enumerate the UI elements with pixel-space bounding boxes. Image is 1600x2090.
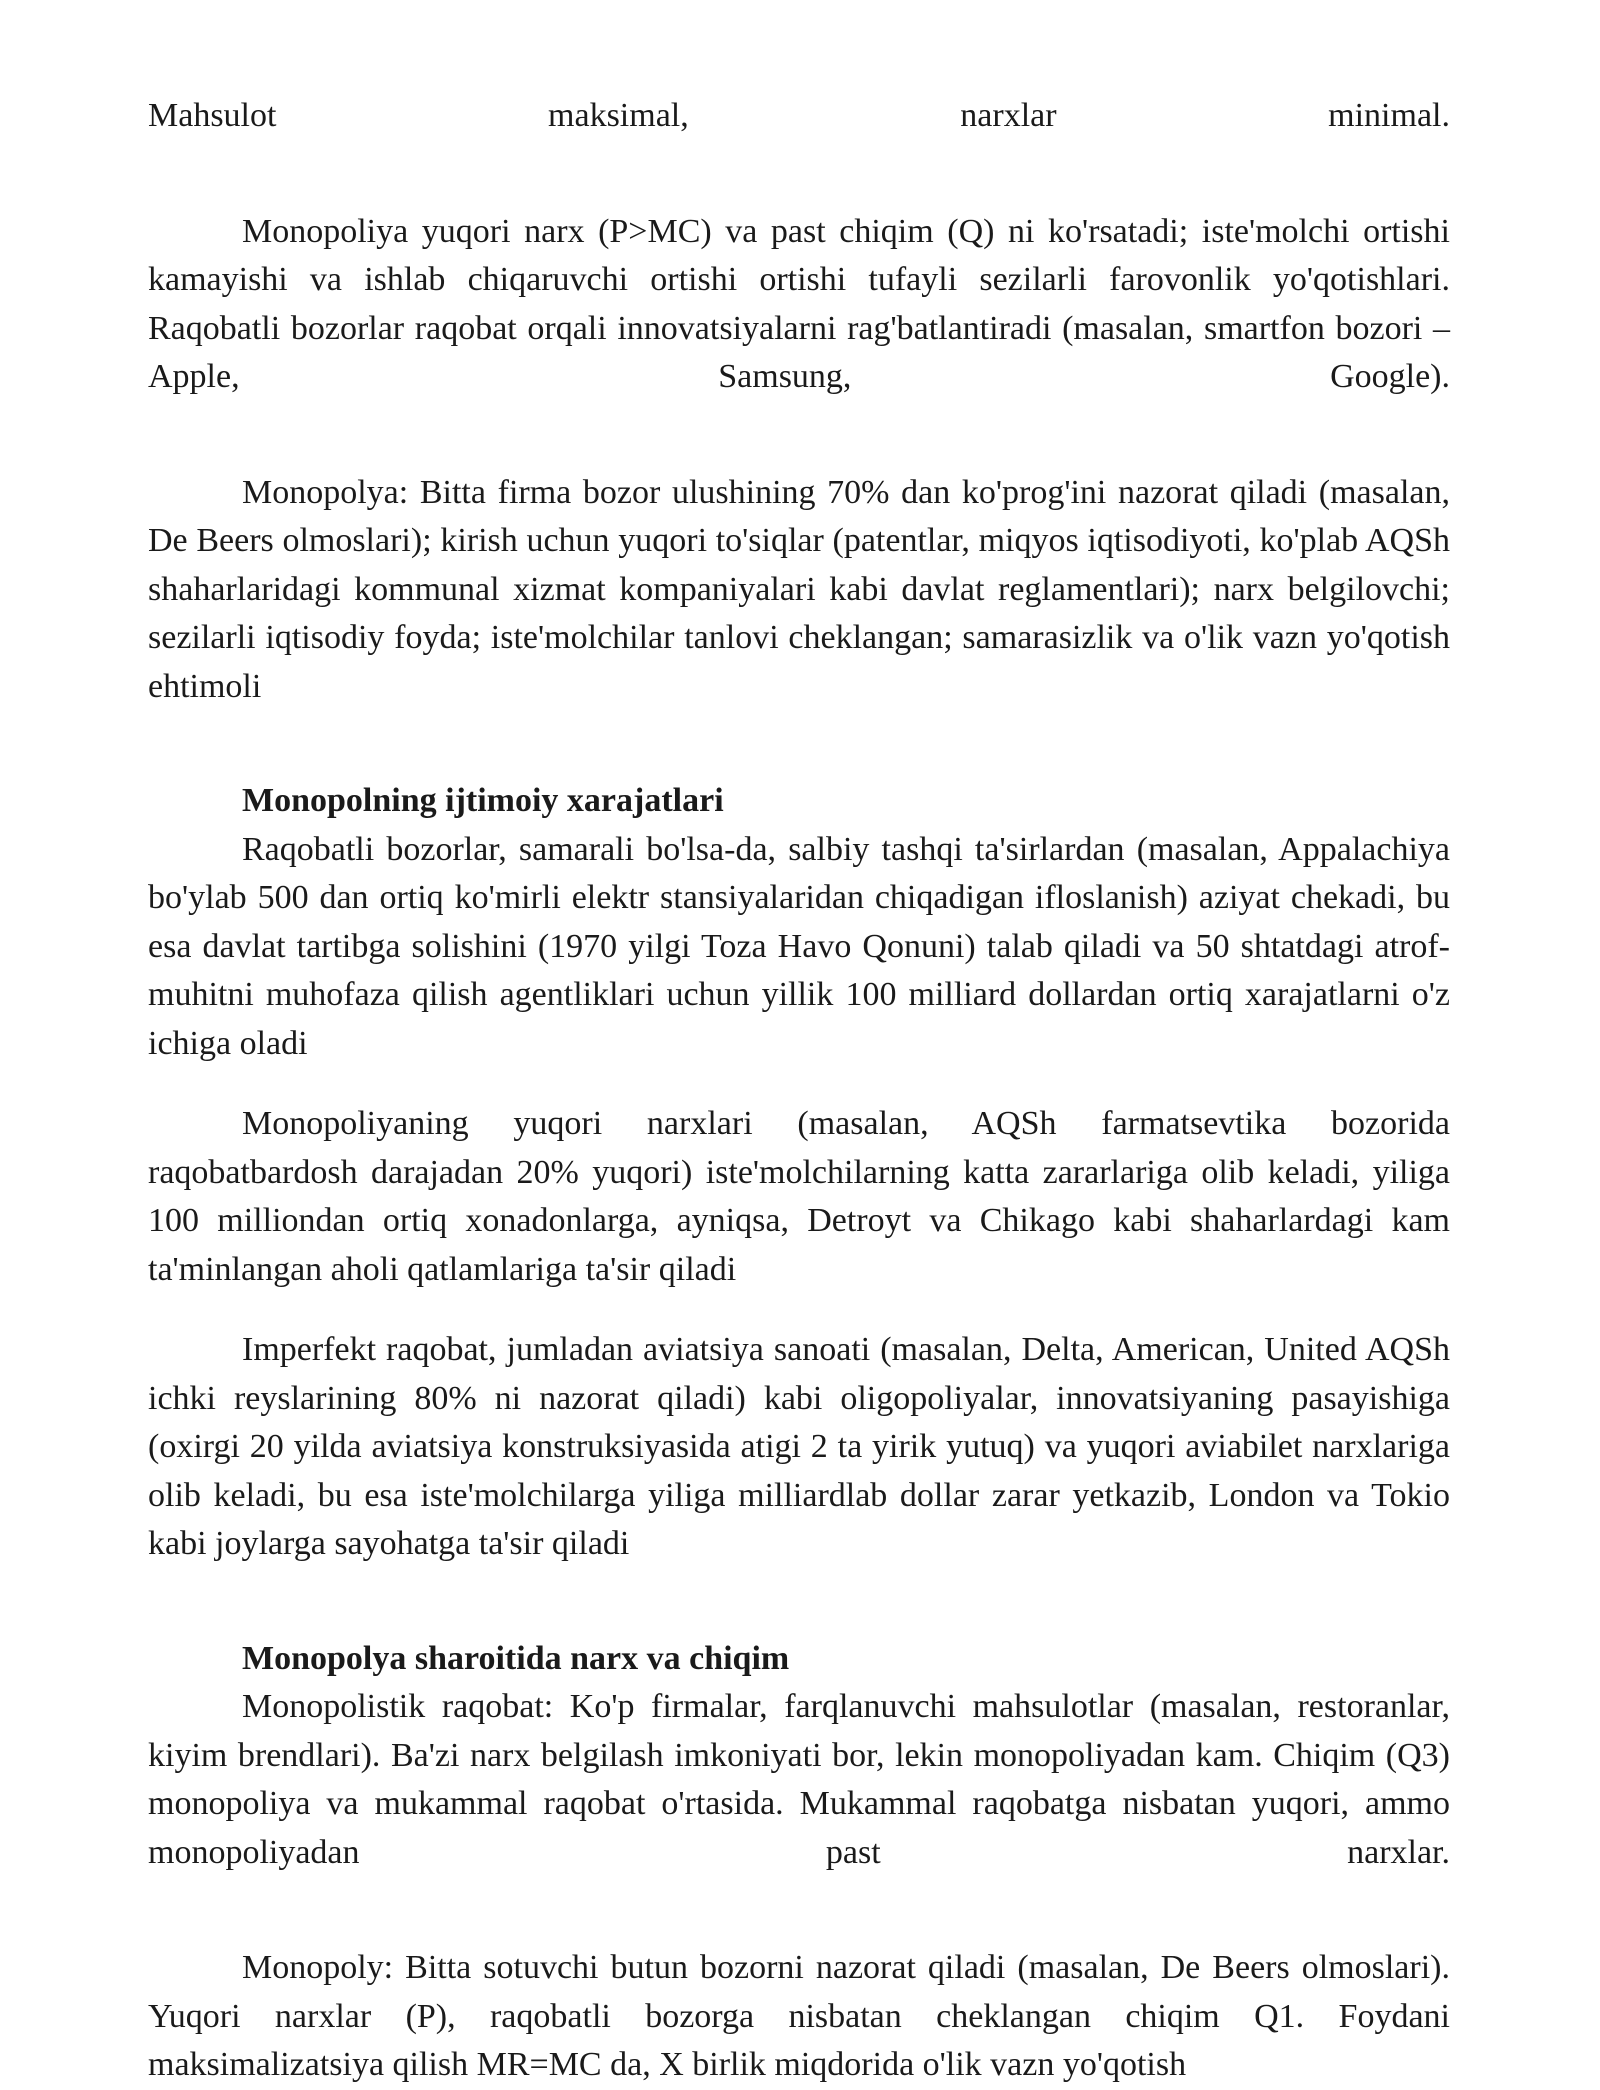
document-page — [148, 92, 1450, 2090]
paragraph-imperfect-competition: Imperfekt raqobat, jumladan aviatsiya sanoati (masalan, Delta, American, United AQSh ichki reyslarining 80% ni nazorat qiladi) kabi oligopoliyalar, innovatsiyaning pasayishiga (oxirgi 20 yilda aviatsiya konstruksiyasida atigi 2 ta yirik yutuq) va yuqori aviabilet narxlariga olib keladi, bu esa iste'molchilarga yiliga milliardlab dollar zarar yetkazib, London va Tokio kabi joylarga sayohatga ta'sir qiladi — [148, 1331, 1450, 1562]
heading-price-and-output: Monopolya sharoitida narx va chiqim — [242, 1639, 790, 1677]
paragraph-monopoly-welfare-loss: Monopoliya yuqori narx (P>MC) va past chiqim (Q) ni ko'rsatadi; iste'molchi ortishi kamayishi va ishlab chiqaruvchi ortishi ortishi tufayli sezilarli farovonlik yo'qotishlari. Raqobatli bozorlar raqobat orqali innovatsiyalarni rag'batlantiradi (masalan, smartfon bozori – Apple, Samsung, Google). — [148, 212, 1450, 395]
heading-social-costs: Monopolning ijtimoiy xarajatlari — [242, 782, 724, 819]
paragraph-high-prices: Monopoliyaning yuqori narxlari (masalan, AQSh farmatsevtika bozorida raqobatbardosh darajadan 20% yuqori) iste'molchilarning katta zararlariga olib keladi, yiliga 100 milliondan ortiq xonadonlarga, ayniqsa, Detroyt va Chikago kabi shaharlardagi kam ta'minlangan aholi qatlamlariga ta'sir qiladi — [148, 1105, 1450, 1288]
paragraph-monopolistic-competition: Monopolistik raqobat: Ko'p firmalar, farqlanuvchi mahsulotlar (masalan, restoranlar, kiyim brendlari). Ba'zi narx belgilash imkoniyati bor, lekin monopoliyadan kam. Chiqim (Q3) monopoliya va mukammal raqobat o'rtasida. Mukammal raqobatga nisbatan yuqori, ammo monopoliyadan past narxlar. — [148, 1688, 1450, 1871]
paragraph-output-summary: Mahsulot maksimal, narxlar minimal. — [148, 97, 1450, 134]
paragraph-monopoly-pricing: Monopoly: Bitta sotuvchi butun bozorni nazorat qiladi (masalan, De Beers olmoslari). Yuqori narxlar (P), raqobatli bozorga nisbatan cheklangan chiqim Q1. Foydani maksimalizatsiya qilish MR=MC da, X birlik miqdorida o'lik vazn yo'qotish — [148, 1949, 1450, 2083]
paragraph-monopoly-definition: Monopolya: Bitta firma bozor ulushining 70% dan ko'prog'ini nazorat qiladi (masalan, De Beers olmoslari); kirish uchun yuqori to'siqlar (patentlar, miqyos iqtisodiyoti, ko'plab AQSh shaharlaridagi kommunal xizmat kompaniyalari kabi davlat reglamentlari); narx belgilovchi; sezilarli iqtisodiy foyda; iste'molchilar tanlovi cheklangan; samarasizlik va o'lik vazn yo'qotish ehtimoli — [148, 473, 1450, 705]
paragraph-externalities: Raqobatli bozorlar, samarali bo'lsa-da, salbiy tashqi ta'sirlardan (masalan, Appalachiya bo'ylab 500 dan ortiq ko'mirli elektr stansiyalaridan chiqadigan ifloslanish) aziyat chekadi, bu esa davlat tartibga solishini (1970 yilgi Toza Havo Qonuni) talab qiladi va 50 shtatdagi atrof-muhitni muhofaza qilish agentliklari uchun yillik 100 milliard dollardan ortiq xarajatlarni o'z ichiga oladi — [148, 830, 1450, 1062]
